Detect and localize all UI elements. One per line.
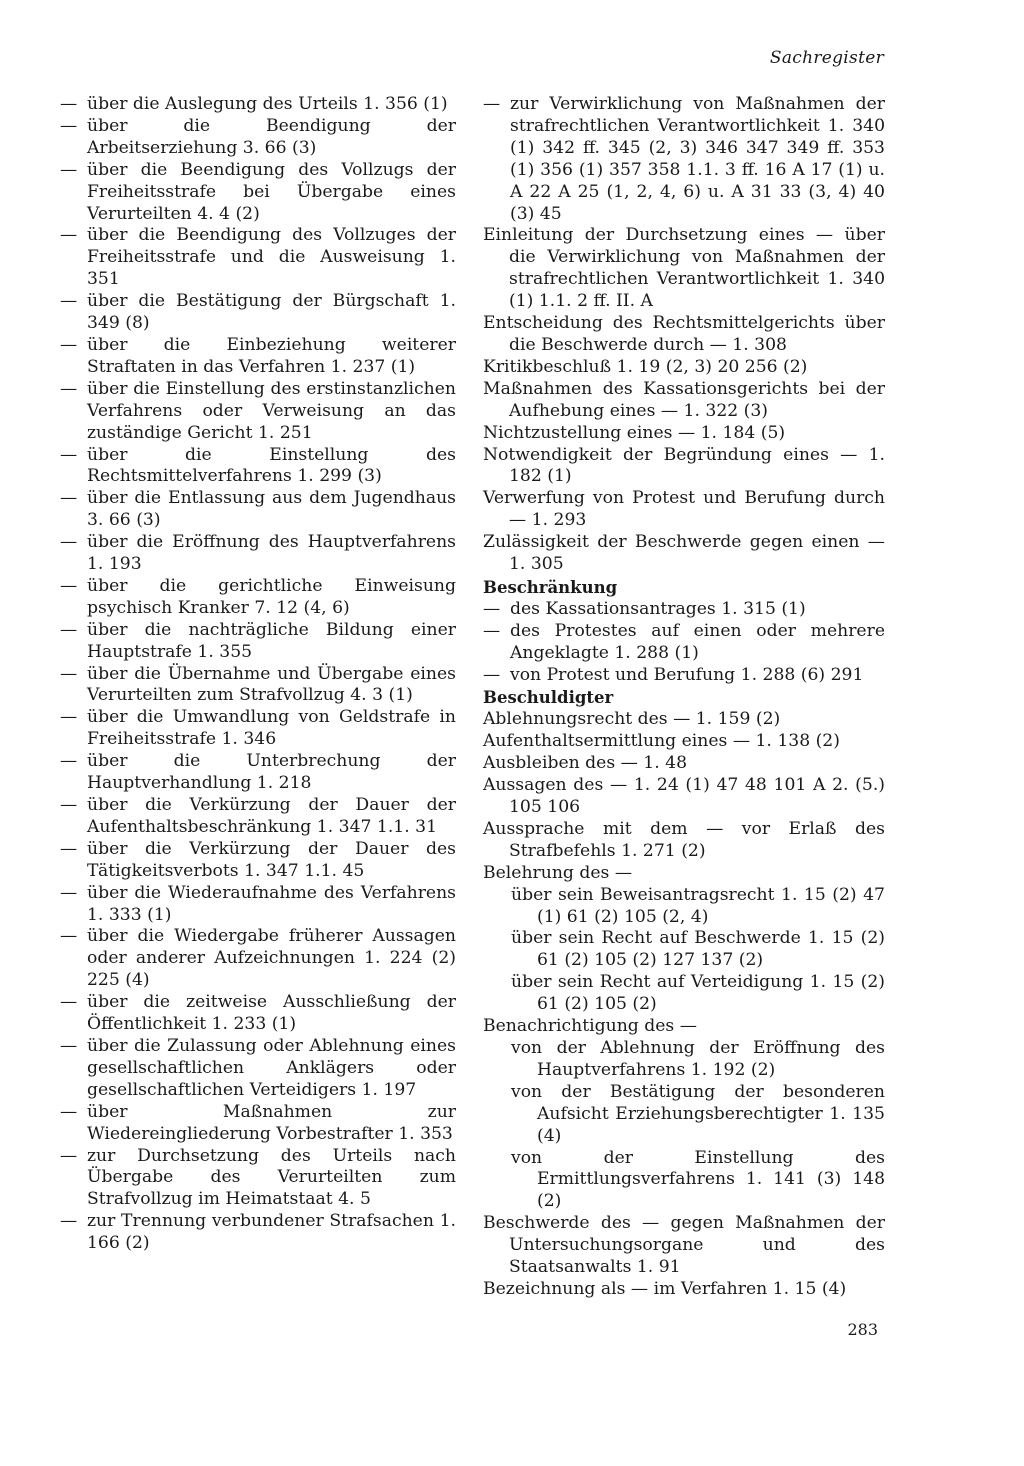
index-entry: Aussprache mit dem — vor Erlaß des Strafbefehls 1. 271 (2)	[483, 818, 885, 861]
index-entry: Nichtzustellung eines — 1. 184 (5)	[483, 422, 786, 443]
index-entry: Benachrichtigung des —	[483, 1016, 697, 1037]
index-entry: Verwerfung von Protest und Berufung durch — 1. 293	[483, 488, 885, 531]
index-subentry: über sein Beweisantragsrecht 1. 15 (2) 47 (1) 61 (2) 105 (2, 4)	[511, 884, 885, 927]
index-entry: — über die Entlassung aus dem Jugendhaus 3. 66 (3)	[60, 488, 456, 531]
index-entry: — über die Einstellung des Rechtsmittelverfahrens 1. 299 (3)	[60, 444, 456, 487]
index-entry: Belehrung des —	[483, 862, 633, 883]
index-entry: — über die Wiederaufnahme des Verfahrens 1. 333 (1)	[60, 882, 456, 925]
index-entry: Ausbleiben des — 1. 48	[483, 753, 688, 774]
index-entry: — über die Beendigung des Vollzuges der Freiheitsstrafe und die Ausweisung 1. 351	[60, 225, 456, 290]
index-entry: — über die Unterbrechung der Hauptverhandlung 1. 218	[60, 751, 456, 794]
index-entry: — über die Beendigung der Arbeitserziehung 3. 66 (3)	[60, 115, 456, 158]
index-subentry: von der Bestätigung der besonderen Aufsicht Erziehungsberechtigter 1. 135 (4)	[511, 1081, 885, 1146]
index-entry: — zur Verwirklichung von Maßnahmen der strafrechtlichen Verantwortlichkeit 1. 340 (1) 342 ff. 345 (2, 3) 346 347 349 ff. 353 (1) 356 (1) 357 358 1.1. 3 ff. 16 A 17 (1) u. A 22 A 25 (1, 2, 4, 6) u. A 31 33 (3, 4) 40 (3) 45	[483, 94, 885, 224]
index-entry: — zur Durchsetzung des Urteils nach Übergabe des Verurteilten zum Strafvollzug im Heimatstaat 4. 5	[60, 1145, 456, 1210]
index-subentry: über sein Recht auf Beschwerde 1. 15 (2) 61 (2) 105 (2) 127 137 (2)	[511, 928, 885, 971]
index-entry: — über die Umwandlung von Geldstrafe in Freiheitsstrafe 1. 346	[60, 707, 456, 750]
index-entry: — über die Auslegung des Urteils 1. 356 (1)	[60, 94, 448, 114]
index-entry: — zur Trennung verbundener Strafsachen 1. 166 (2)	[60, 1211, 456, 1254]
index-entry: — über die Einbeziehung weiterer Straftaten in das Verfahren 1. 237 (1)	[60, 334, 456, 377]
index-entry: Bezeichnung als — im Verfahren 1. 15 (4)	[483, 1278, 847, 1299]
index-entry: — über die Verkürzung der Dauer der Aufenthaltsbeschränkung 1. 347 1.1. 31	[60, 795, 456, 837]
index-entry: Kritikbeschluß 1. 19 (2, 3) 20 256 (2)	[483, 356, 808, 377]
index-entry: — des Kassationsantrages 1. 315 (1)	[483, 598, 806, 619]
index-entry: Entscheidung des Rechtsmittelgerichts über die Beschwerde durch — 1. 308	[483, 313, 885, 355]
index-column-right	[483, 94, 885, 1301]
index-subentry: von der Einstellung des Ermittlungsverfahrens 1. 141 (3) 148 (2)	[511, 1147, 885, 1212]
index-entry: Einleitung der Durchsetzung eines — über die Verwirklichung von Maßnahmen der strafrechtlichen Verantwortlichkeit 1. 340 (1) 1.1. 2 ff. II. A	[483, 225, 885, 312]
index-entry: Notwendigkeit der Begründung eines — 1. 182 (1)	[483, 444, 885, 487]
index-entry: Ablehnungsrecht des — 1. 159 (2)	[483, 709, 781, 730]
index-subentry: über sein Recht auf Verteidigung 1. 15 (2) 61 (2) 105 (2)	[511, 972, 885, 1015]
index-heading: Beschuldigter	[483, 688, 614, 708]
page-number: 283	[847, 1320, 878, 1339]
index-entry: Aussagen des — 1. 24 (1) 47 48 101 A 2. (5.) 105 106	[483, 775, 885, 817]
index-entry: — über die Bestätigung der Bürgschaft 1. 349 (8)	[60, 291, 456, 334]
index-entry: — über die zeitweise Ausschließung der Öffentlichkeit 1. 233 (1)	[60, 992, 456, 1035]
index-entry: — über die gerichtliche Einweisung psychisch Kranker 7. 12 (4, 6)	[60, 575, 456, 618]
index-entry: — von Protest und Berufung 1. 288 (6) 291	[483, 664, 864, 685]
index-entry: — über die Einstellung des erstinstanzlichen Verfahrens oder Verweisung an das zuständige Gericht 1. 251	[60, 378, 456, 443]
index-entry: — über die Wiedergabe früherer Aussagen oder anderer Aufzeichnungen 1. 224 (2) 225 (4)	[60, 926, 456, 991]
index-entry: — des Protestes auf einen oder mehrere Angeklagte 1. 288 (1)	[483, 620, 885, 663]
index-entry: Aufenthaltsermittlung eines — 1. 138 (2)	[483, 731, 840, 752]
index-entry: Maßnahmen des Kassationsgerichts bei der Aufhebung eines — 1. 322 (3)	[483, 378, 885, 421]
index-entry: Zulässigkeit der Beschwerde gegen einen — 1. 305	[483, 532, 885, 575]
index-heading: Beschränkung	[483, 577, 618, 597]
index-entry: — über Maßnahmen zur Wiedereingliederung Vorbestrafter 1. 353	[60, 1101, 456, 1144]
index-entry: — über die nachträgliche Bildung einer Hauptstrafe 1. 355	[60, 619, 456, 662]
index-entry: — über die Eröffnung des Hauptverfahrens 1. 193	[60, 532, 456, 575]
index-entry: — über die Verkürzung der Dauer des Tätigkeitsverbots 1. 347 1.1. 45	[60, 838, 456, 881]
index-subentry: von der Ablehnung der Eröffnung des Hauptverfahrens 1. 192 (2)	[511, 1037, 885, 1080]
index-entry: — über die Beendigung des Vollzugs der Freiheitsstrafe bei Übergabe eines Verurteilten 4. 4 (2)	[60, 159, 456, 224]
page-header: Sachregister	[769, 48, 884, 68]
index-entry: — über die Übernahme und Übergabe eines Verurteilten zum Strafvollzug 4. 3 (1)	[60, 663, 456, 706]
index-entry: Beschwerde des — gegen Maßnahmen der Untersuchungsorgane und des Staatsanwalts 1. 91	[483, 1213, 885, 1278]
index-column-left	[60, 94, 456, 1255]
index-entry: — über die Zulassung oder Ablehnung eines gesellschaftlichen Anklägers oder gesellschaftlichen Verteidigers 1. 197	[60, 1035, 456, 1100]
